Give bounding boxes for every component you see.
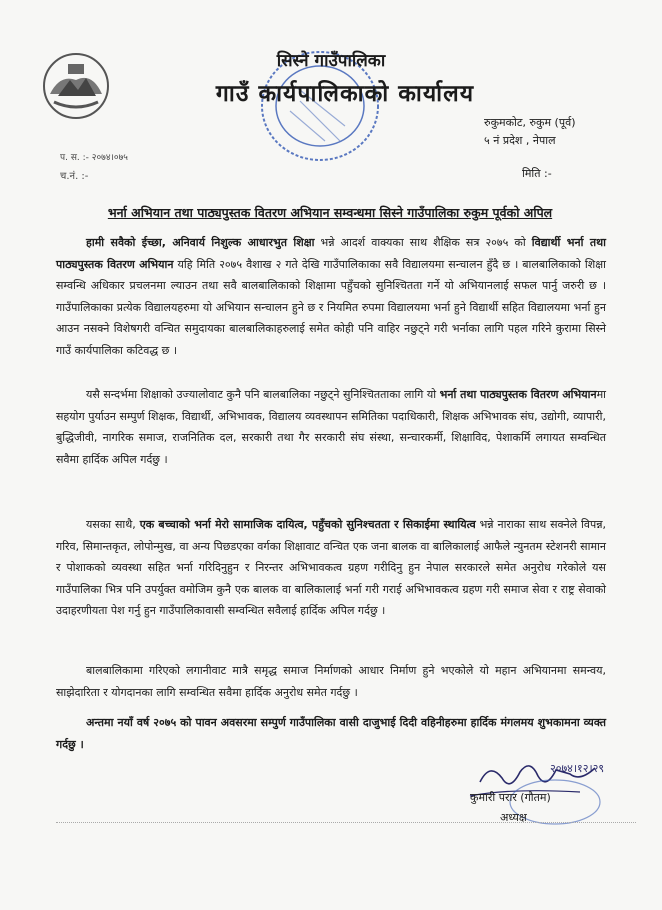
reference-number: प. स. :- २०७४।०७५ [60, 153, 128, 163]
signature-scribble [430, 752, 620, 862]
date-label: मिति :- [522, 167, 552, 180]
p1-bold-2: विद्यार्थी भर्ना तथा पाठ्यपुस्तक वितरण अभियान [56, 236, 606, 271]
signatory-title: अध्यक्ष [500, 811, 527, 824]
address-line-2: ५ नं प्रदेश , नेपाल [484, 134, 556, 147]
paragraph-3 [56, 514, 606, 622]
p3-text-2: भन्ने नाराका साथ सक्नेले विपन्न, गरिव, सिमान्तकृत, लोपोन्मुख, वा अन्य पिछडएका वर्गका शिक्षावाट वन्चित एक जना बालक वा बालिकालाई आफैले न्युनतम स्टेशनरी सामान र पोशाकको व्यवस्था सहित भर्ना गरिदिनुहुन र निरन्तर अभिभावकत्व ग्रहण गरीदिनु हुन नेपाल सरकारले समेत अनुरोध गरेकोले यस गाउँपालिका भित्र पनि उपर्युक्त वमोजिम कुनै एक बालक वा बालिकालाई भर्ना गरी गराई अभिभावकत्व ग्रहण गरी समाज सेवा र राष्ट्र सेवाको उदाहरणीयता पेश गर्नु हुन गाउँपालिकावासी सम्वन्धित सवैलाई हार्दिक अपिल गर्दछु । [56, 518, 607, 617]
p3-bold-1: एक बच्चाको भर्ना मेरो सामाजिक दायित्व, पहुँचको सुनिश्चतता र सिकाईमा स्थायित्व [139, 518, 476, 531]
paragraph-1 [56, 232, 606, 361]
letter-subject: भर्ना अभियान तथा पाठ्यपुस्तक वितरण अभियान सम्वन्धमा सिस्ने गाउँपालिका रुकुम पूर्वको अपिल [107, 205, 553, 220]
paragraph-4: बालबालिकामा गरिएको लगानीवाट मात्रै समृद्ध समाज निर्माणको आधार निर्माण हुने भएकोले यो महान अभियानमा समन्वय, साझेदारिता र योगदानका लागि सम्वन्धित सवैमा हार्दिक अनुरोध समेत गर्दछु । [56, 664, 606, 699]
p2-text-2: मा सहयोग पुर्याउन सम्पुर्ण शिक्षक, विद्यार्थी, अभिभावक, विद्यालय व्यवस्थापन समितिका पदाधिकारी, शिक्षक अभिभावक संघ, उद्योगी, व्यापारी, बुद्धिजीवी, नागरिक समाज, राजनितिक दल, सरकारी तथा गैर सरकारी संघ संस्था, सन्चारकर्मी, शिक्षाविद, पेशाकर्मि लगायत सम्वन्धित सवैमा हार्दिक अपिल गर्दछु । [56, 388, 607, 466]
p1-text-2: यहि मिति २०७५ वैशाख २ गते देखि गाउँपालिकाका सवै विद्यालयमा सन्चालन हुँदै छ । बालबालिकाको शिक्षा सम्वन्धि अधिकार प्रचलनमा ल्याउन तथा सवै बालबालिकाको शिक्षामा पहुँचको सुनिश्चितता गर्ने यो अभियानलाई सफल पार्नु जरुरी छ ।गाउँपालिकाका प्रत्येक विद्यालयहरुमा यो अभियान सन्चालन हुने छ र नियमित रुपमा विद्यालयमा भर्ना हुने विद्यार्थी सहित विद्यालयमा भर्ना हुन आउन नसक्ने विशेषगरी वन्चित समुदायका बालबालिकाहरुलाई समेत कोही पनि वाहिर नछुट्ने गरी भर्नाका लागि पहल गरिने कुरामा सिस्ने गाउँ कार्यपालिका कटिवद्ध छ । [56, 257, 606, 357]
p2-text-1: यसै सन्दर्भमा शिक्षाको उज्यालोवाट कुनै पनि बालबालिका नछुट्ने सुनिश्चितताका लागि यो [86, 388, 440, 401]
office-title: गाउँ कार्यपालिकाको कार्यालय [215, 81, 475, 107]
p1-bold-1: हामी सवैको ईच्छा, अनिवार्य निशुल्क आधारभुत शिक्षा [86, 236, 315, 249]
p1-text-1: भन्ने आदर्श वाक्यका साथ शैक्षिक सत्र २०७५ को [314, 236, 532, 249]
paragraph-2 [56, 384, 606, 470]
p2-bold-1: भर्ना तथा पाठ्यपुस्तक वितरण अभियान [439, 388, 597, 401]
paragraph-5: अन्तमा नयाँ वर्ष २०७५ को पावन अवसरमा सम्पुर्ण गाउँपालिका वासी दाजुभाई दिदी वहिनीहरुमा हार्दिक मंगलमय शुभकामना व्यक्त गर्दछु । [56, 716, 606, 751]
municipality-name: सिस्ने गाउँपालिका [276, 51, 386, 71]
p3-text-1: यसका साथै, [86, 518, 140, 531]
dispatch-number: च.नं. :- [60, 171, 89, 182]
signature-date: २०७४।१२।२९ [550, 762, 605, 775]
signatory-name: कुमारी परार (गौतम) [470, 791, 551, 804]
footer-divider [56, 822, 636, 823]
address-line-1: रुकुमकोट, रुकुम (पूर्व) [484, 116, 576, 129]
